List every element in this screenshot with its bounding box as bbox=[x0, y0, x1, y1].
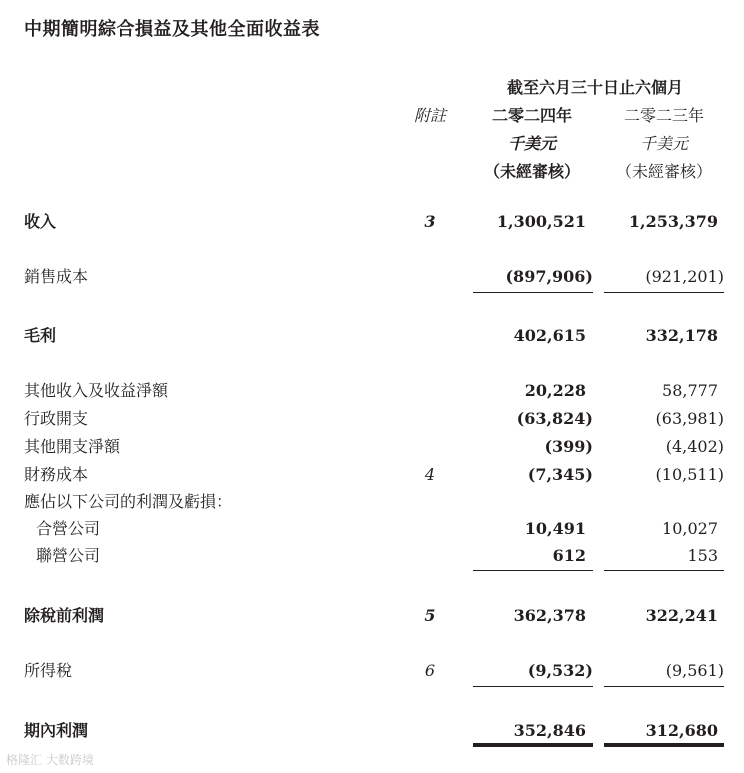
year-2023-header: 二零二三年 bbox=[623, 106, 704, 125]
value-2023: (921,201) bbox=[645, 267, 724, 286]
row-label: 應佔以下公司的利潤及虧損： bbox=[24, 492, 233, 511]
value-2023: (10,511) bbox=[655, 465, 724, 484]
row-label: 其他開支淨額 bbox=[24, 437, 121, 456]
value-2024: 10,491 bbox=[524, 519, 586, 538]
value-2023: (63,981) bbox=[655, 409, 724, 428]
period-header: 截至六月三十日止六個月 bbox=[506, 78, 683, 97]
value-2024: 362,378 bbox=[513, 606, 586, 625]
row-other-income bbox=[0, 380, 744, 402]
unit-2023-header: 千美元 bbox=[639, 134, 688, 153]
value-2023: 332,178 bbox=[645, 326, 718, 345]
statement-title: 中期簡明綜合損益及其他全面收益表 bbox=[24, 19, 320, 40]
row-label: 其他收入及收益淨額 bbox=[24, 381, 169, 400]
value-2024: 352,846 bbox=[513, 721, 586, 740]
row-joint-ventures bbox=[0, 518, 744, 540]
row-cost-of-sales bbox=[0, 266, 744, 288]
total-double-rule-2023 bbox=[604, 743, 724, 747]
subtotal-rule-2024 bbox=[473, 570, 593, 571]
row-label: 聯營公司 bbox=[36, 546, 101, 565]
row-note: 6 bbox=[424, 661, 436, 680]
subtotal-rule-2024 bbox=[473, 686, 593, 687]
row-label: 財務成本 bbox=[24, 465, 89, 484]
row-associates bbox=[0, 545, 744, 567]
subtotal-rule-2023 bbox=[604, 292, 724, 293]
subtotal-rule-2023 bbox=[604, 570, 724, 571]
value-2024: 402,615 bbox=[513, 326, 586, 345]
audit-2024-header: （未經審核） bbox=[483, 162, 580, 181]
value-2024: (399) bbox=[544, 437, 593, 456]
value-2024: (9,532) bbox=[527, 661, 593, 680]
note-column-header: 附註 bbox=[413, 106, 446, 125]
value-2023: 10,027 bbox=[662, 519, 718, 538]
total-double-rule-2024 bbox=[473, 743, 593, 747]
row-note: 3 bbox=[424, 212, 436, 231]
year-2024-header: 二零二四年 bbox=[491, 106, 572, 125]
value-2023: (9,561) bbox=[665, 661, 724, 680]
row-label: 除稅前利潤 bbox=[24, 606, 105, 625]
row-finance-costs bbox=[0, 464, 744, 486]
row-label: 銷售成本 bbox=[24, 267, 89, 286]
row-label: 合營公司 bbox=[36, 519, 101, 538]
row-label: 收入 bbox=[24, 212, 57, 231]
row-share-of-header bbox=[0, 491, 744, 513]
value-2024: (7,345) bbox=[527, 465, 593, 484]
value-2024: 612 bbox=[552, 546, 586, 565]
subtotal-rule-2023 bbox=[604, 686, 724, 687]
row-label: 期內利潤 bbox=[24, 721, 89, 740]
value-2024: (63,824) bbox=[516, 409, 593, 428]
row-profit-before-tax bbox=[0, 605, 744, 627]
row-other-expenses bbox=[0, 436, 744, 458]
value-2023: 58,777 bbox=[662, 381, 718, 400]
row-profit-for-period bbox=[0, 720, 744, 742]
row-label: 行政開支 bbox=[24, 409, 89, 428]
row-gross-profit bbox=[0, 325, 744, 347]
row-income-tax bbox=[0, 660, 744, 682]
value-2024: 20,228 bbox=[524, 381, 586, 400]
value-2023: 322,241 bbox=[645, 606, 718, 625]
row-note: 5 bbox=[424, 606, 436, 625]
audit-2023-header: （未經審核） bbox=[615, 162, 712, 181]
row-revenue bbox=[0, 211, 744, 233]
value-2023: 153 bbox=[687, 546, 718, 565]
subtotal-rule-2024 bbox=[473, 292, 593, 293]
unit-2024-header: 千美元 bbox=[507, 134, 556, 153]
row-label: 毛利 bbox=[24, 326, 57, 345]
value-2024: (897,906) bbox=[505, 267, 593, 286]
row-label: 所得稅 bbox=[24, 661, 73, 680]
value-2023: 1,253,379 bbox=[628, 212, 718, 231]
row-note: 4 bbox=[424, 465, 436, 484]
value-2024: 1,300,521 bbox=[496, 212, 586, 231]
row-admin-expenses bbox=[0, 408, 744, 430]
watermark: 格隆汇 大数跨境 bbox=[6, 753, 94, 767]
value-2023: 312,680 bbox=[645, 721, 718, 740]
value-2023: (4,402) bbox=[665, 437, 724, 456]
